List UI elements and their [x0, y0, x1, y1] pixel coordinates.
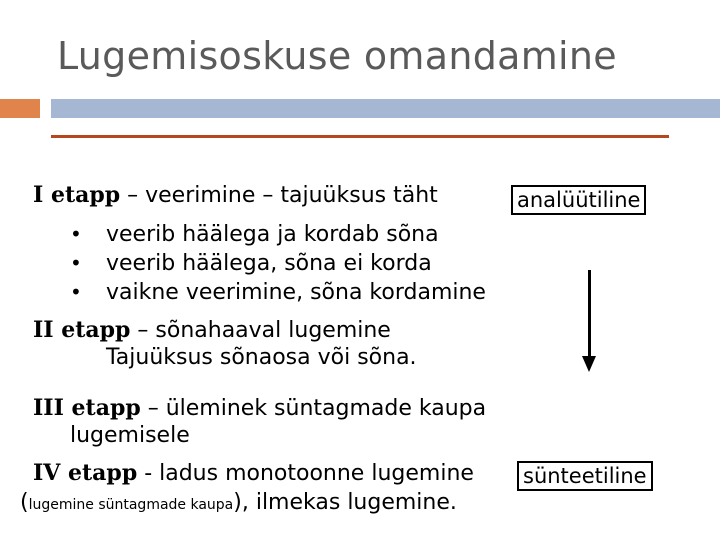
stage-1-text: – veerimine – tajuüksus täht	[120, 183, 438, 208]
accent-bar-blue	[51, 99, 720, 118]
stage-3-line	[33, 395, 486, 422]
bullet-dot: •	[70, 222, 82, 246]
stage-4-line2	[20, 490, 457, 518]
stage-2-line	[33, 317, 391, 344]
arrow-head-icon	[582, 356, 596, 372]
stage-3-line2: lugemisele	[70, 423, 190, 448]
arrow-down-icon	[588, 270, 591, 358]
stage-2-label: II etapp	[33, 317, 131, 343]
bullet-dot: •	[70, 280, 82, 304]
stage-1-line	[33, 182, 438, 209]
paren-small-text: lugemine süntagmade kaupa	[28, 497, 234, 513]
bullet-item-1: veerib häälega ja kordab sõna	[106, 222, 439, 247]
stage-3-text: – üleminek süntagmade kaupa	[140, 396, 487, 421]
stage-4-text: - ladus monotoonne lugemine	[137, 461, 474, 486]
stage-2-line2: Tajuüksus sõnaosa või sõna.	[106, 345, 417, 370]
stage-3-label: III etapp	[33, 395, 141, 421]
title-underline	[51, 135, 669, 138]
stage-4-label: IV etapp	[33, 460, 138, 486]
slide-title: Lugemisoskuse omandamine	[57, 34, 617, 78]
analytic-box: analüütiline	[511, 185, 646, 215]
stage-1-label: I etapp	[33, 182, 121, 208]
accent-bar-orange	[0, 99, 40, 118]
synthetic-box: sünteetiline	[517, 461, 653, 491]
bullet-item-2: veerib häälega, sõna ei korda	[106, 251, 432, 276]
paren-open: (	[20, 490, 29, 515]
stage-2-text: – sõnahaaval lugemine	[130, 318, 391, 343]
bullet-item-3: vaikne veerimine, sõna kordamine	[106, 280, 486, 305]
bullet-dot: •	[70, 251, 82, 275]
stage-4-line	[33, 460, 474, 487]
paren-close-text: ), ilmekas lugemine.	[233, 490, 457, 515]
